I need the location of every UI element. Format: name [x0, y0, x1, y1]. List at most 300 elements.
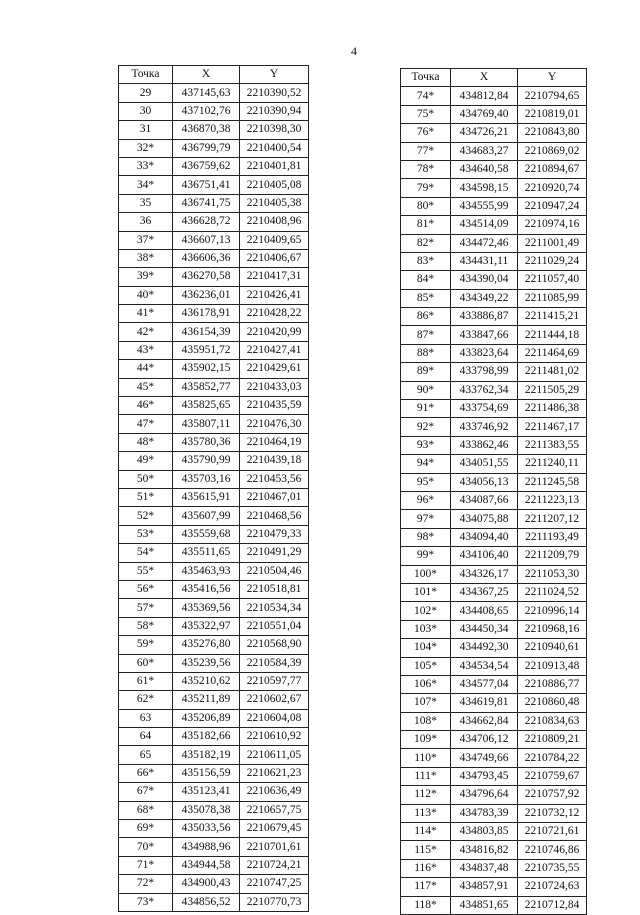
table-row — [401, 786, 587, 804]
table-row — [119, 452, 309, 470]
table-row — [119, 213, 309, 231]
y-cell: 2210491,29 — [240, 544, 309, 562]
x-cell: 435416,56 — [173, 580, 240, 598]
x-cell: 433754,69 — [451, 400, 518, 418]
y-cell: 2210604,08 — [240, 709, 309, 727]
y-cell: 2210996,14 — [518, 602, 587, 620]
y-cell: 2210913,48 — [518, 657, 587, 675]
y-cell: 2210468,56 — [240, 507, 309, 525]
y-cell: 2210940,61 — [518, 639, 587, 657]
y-cell: 2210597,77 — [240, 672, 309, 690]
point-cell: 80* — [401, 197, 451, 215]
x-cell: 434803,85 — [451, 823, 518, 841]
x-cell: 435123,41 — [173, 783, 240, 801]
y-cell: 2210886,77 — [518, 675, 587, 693]
header-point: Точка — [401, 69, 451, 87]
point-cell: 74* — [401, 87, 451, 105]
y-cell: 2211415,21 — [518, 308, 587, 326]
y-cell: 2210657,75 — [240, 801, 309, 819]
table-row — [119, 728, 309, 746]
point-cell: 101* — [401, 583, 451, 601]
point-cell: 48* — [119, 433, 173, 451]
y-cell: 2210504,46 — [240, 562, 309, 580]
y-cell: 2210467,01 — [240, 488, 309, 506]
table-row — [119, 488, 309, 506]
point-cell: 97* — [401, 510, 451, 528]
x-cell: 434390,04 — [451, 271, 518, 289]
table-row — [119, 783, 309, 801]
point-cell: 117* — [401, 878, 451, 896]
y-cell: 2211057,40 — [518, 271, 587, 289]
x-cell: 434472,46 — [451, 234, 518, 252]
point-cell: 91* — [401, 400, 451, 418]
x-cell: 435206,89 — [173, 709, 240, 727]
y-cell: 2211024,52 — [518, 583, 587, 601]
x-cell: 433762,34 — [451, 381, 518, 399]
table-row — [401, 400, 587, 418]
x-cell: 435463,93 — [173, 562, 240, 580]
table-row — [401, 271, 587, 289]
y-cell: 2210724,63 — [518, 878, 587, 896]
y-cell: 2210405,38 — [240, 194, 309, 212]
point-cell: 47* — [119, 415, 173, 433]
y-cell: 2210433,03 — [240, 378, 309, 396]
y-cell: 2210724,21 — [240, 856, 309, 874]
table-header-row — [119, 66, 309, 84]
x-cell: 433823,64 — [451, 344, 518, 362]
x-cell: 435852,77 — [173, 378, 240, 396]
point-cell: 85* — [401, 289, 451, 307]
y-cell: 2210860,48 — [518, 694, 587, 712]
point-cell: 87* — [401, 326, 451, 344]
y-cell: 2210735,55 — [518, 859, 587, 877]
y-cell: 2211223,13 — [518, 491, 587, 509]
table-row — [119, 157, 309, 175]
x-cell: 435182,19 — [173, 746, 240, 764]
table-row — [119, 801, 309, 819]
y-cell: 2210534,34 — [240, 599, 309, 617]
y-cell: 2210390,94 — [240, 102, 309, 120]
table-row — [119, 893, 309, 911]
point-cell: 58* — [119, 617, 173, 635]
point-cell: 81* — [401, 216, 451, 234]
x-cell: 434598,15 — [451, 179, 518, 197]
y-cell: 2210819,01 — [518, 105, 587, 123]
point-cell: 102* — [401, 602, 451, 620]
table-row — [401, 823, 587, 841]
point-cell: 55* — [119, 562, 173, 580]
point-cell: 82* — [401, 234, 451, 252]
table-body-right — [401, 87, 587, 915]
table-row — [119, 378, 309, 396]
y-cell: 2210406,67 — [240, 249, 309, 267]
y-cell: 2211029,24 — [518, 252, 587, 270]
y-cell: 2210429,61 — [240, 360, 309, 378]
x-cell: 434094,40 — [451, 528, 518, 546]
y-cell: 2210894,67 — [518, 160, 587, 178]
x-cell: 436751,41 — [173, 176, 240, 194]
x-cell: 434534,54 — [451, 657, 518, 675]
x-cell: 434944,58 — [173, 856, 240, 874]
point-cell: 33* — [119, 157, 173, 175]
table-row — [119, 397, 309, 415]
x-cell: 435369,56 — [173, 599, 240, 617]
x-cell: 435703,16 — [173, 470, 240, 488]
table-row — [119, 654, 309, 672]
table-row — [401, 455, 587, 473]
x-cell: 436236,01 — [173, 286, 240, 304]
y-cell: 2211383,55 — [518, 436, 587, 454]
point-cell: 78* — [401, 160, 451, 178]
point-cell: 29 — [119, 84, 173, 102]
table-row — [119, 838, 309, 856]
table-row — [119, 691, 309, 709]
table-row — [401, 565, 587, 583]
x-cell: 434749,66 — [451, 749, 518, 767]
point-cell: 116* — [401, 859, 451, 877]
point-cell: 83* — [401, 252, 451, 270]
point-cell: 113* — [401, 804, 451, 822]
point-cell: 88* — [401, 344, 451, 362]
x-cell: 434988,96 — [173, 838, 240, 856]
point-cell: 75* — [401, 105, 451, 123]
table-row — [401, 418, 587, 436]
point-cell: 54* — [119, 544, 173, 562]
y-cell: 2210843,80 — [518, 124, 587, 142]
table-row — [401, 473, 587, 491]
x-cell: 436741,75 — [173, 194, 240, 212]
y-cell: 2211486,38 — [518, 400, 587, 418]
x-cell: 435902,15 — [173, 360, 240, 378]
point-cell: 93* — [401, 436, 451, 454]
point-cell: 64 — [119, 728, 173, 746]
point-cell: 115* — [401, 841, 451, 859]
table-row — [401, 841, 587, 859]
y-cell: 2210551,04 — [240, 617, 309, 635]
x-cell: 435790,99 — [173, 452, 240, 470]
x-cell: 435276,80 — [173, 636, 240, 654]
point-cell: 62* — [119, 691, 173, 709]
x-cell: 434783,39 — [451, 804, 518, 822]
y-cell: 2210968,16 — [518, 620, 587, 638]
table-row — [119, 507, 309, 525]
x-cell: 434577,04 — [451, 675, 518, 693]
table-row — [119, 544, 309, 562]
point-cell: 72* — [119, 875, 173, 893]
x-cell: 434796,64 — [451, 786, 518, 804]
table-row — [401, 87, 587, 105]
x-cell: 434408,65 — [451, 602, 518, 620]
y-cell: 2210974,16 — [518, 216, 587, 234]
table-row — [401, 602, 587, 620]
point-cell: 108* — [401, 712, 451, 730]
y-cell: 2210701,61 — [240, 838, 309, 856]
table-row — [119, 194, 309, 212]
y-cell: 2211444,18 — [518, 326, 587, 344]
x-cell: 436154,39 — [173, 323, 240, 341]
table-row — [401, 620, 587, 638]
y-cell: 2210584,39 — [240, 654, 309, 672]
x-cell: 434619,81 — [451, 694, 518, 712]
x-cell: 434900,43 — [173, 875, 240, 893]
y-cell: 2210920,74 — [518, 179, 587, 197]
point-cell: 63 — [119, 709, 173, 727]
point-cell: 32* — [119, 139, 173, 157]
table-body-left — [119, 84, 309, 912]
point-cell: 103* — [401, 620, 451, 638]
table-row — [401, 160, 587, 178]
y-cell: 2211467,17 — [518, 418, 587, 436]
x-cell: 435807,11 — [173, 415, 240, 433]
y-cell: 2211085,99 — [518, 289, 587, 307]
x-cell: 436607,13 — [173, 231, 240, 249]
point-cell: 69* — [119, 820, 173, 838]
x-cell: 435211,89 — [173, 691, 240, 709]
table-row — [119, 268, 309, 286]
table-row — [119, 764, 309, 782]
point-cell: 39* — [119, 268, 173, 286]
table-row — [119, 562, 309, 580]
x-cell: 433886,87 — [451, 308, 518, 326]
y-cell: 2210417,31 — [240, 268, 309, 286]
point-cell: 67* — [119, 783, 173, 801]
point-cell: 95* — [401, 473, 451, 491]
table-row — [119, 231, 309, 249]
y-cell: 2210610,92 — [240, 728, 309, 746]
x-cell: 435607,99 — [173, 507, 240, 525]
y-cell: 2210834,63 — [518, 712, 587, 730]
y-cell: 2211053,30 — [518, 565, 587, 583]
table-row — [119, 599, 309, 617]
point-cell: 34* — [119, 176, 173, 194]
table-row — [401, 105, 587, 123]
x-cell: 435825,65 — [173, 397, 240, 415]
y-cell: 2210464,19 — [240, 433, 309, 451]
table-row — [401, 179, 587, 197]
table-row — [119, 672, 309, 690]
y-cell: 2210453,56 — [240, 470, 309, 488]
table-row — [401, 216, 587, 234]
point-cell: 110* — [401, 749, 451, 767]
y-cell: 2211464,69 — [518, 344, 587, 362]
table-row — [401, 252, 587, 270]
point-cell: 38* — [119, 249, 173, 267]
x-cell: 434555,99 — [451, 197, 518, 215]
x-cell: 434837,48 — [451, 859, 518, 877]
x-cell: 435182,66 — [173, 728, 240, 746]
point-cell: 50* — [119, 470, 173, 488]
table-row — [401, 363, 587, 381]
table-row — [119, 820, 309, 838]
x-cell: 434816,82 — [451, 841, 518, 859]
x-cell: 434056,13 — [451, 473, 518, 491]
table-row — [119, 415, 309, 433]
y-cell: 2211505,29 — [518, 381, 587, 399]
table-row — [401, 381, 587, 399]
point-cell: 60* — [119, 654, 173, 672]
point-cell: 51* — [119, 488, 173, 506]
y-cell: 2210427,41 — [240, 341, 309, 359]
point-cell: 30 — [119, 102, 173, 120]
x-cell: 435322,97 — [173, 617, 240, 635]
y-cell: 2210602,67 — [240, 691, 309, 709]
table-row — [119, 360, 309, 378]
point-cell: 107* — [401, 694, 451, 712]
point-cell: 44* — [119, 360, 173, 378]
x-cell: 437145,63 — [173, 84, 240, 102]
x-cell: 436759,62 — [173, 157, 240, 175]
x-cell: 434857,91 — [451, 878, 518, 896]
y-cell: 2210759,67 — [518, 767, 587, 785]
x-cell: 434051,55 — [451, 455, 518, 473]
point-cell: 68* — [119, 801, 173, 819]
x-cell: 434492,30 — [451, 639, 518, 657]
point-cell: 66* — [119, 764, 173, 782]
point-cell: 92* — [401, 418, 451, 436]
table-row — [119, 323, 309, 341]
y-cell: 2211481,02 — [518, 363, 587, 381]
x-cell: 434726,21 — [451, 124, 518, 142]
y-cell: 2210721,61 — [518, 823, 587, 841]
x-cell: 436270,58 — [173, 268, 240, 286]
x-cell: 434450,34 — [451, 620, 518, 638]
point-cell: 84* — [401, 271, 451, 289]
y-cell: 2210408,96 — [240, 213, 309, 231]
point-cell: 37* — [119, 231, 173, 249]
table-row — [401, 749, 587, 767]
point-cell: 86* — [401, 308, 451, 326]
point-cell: 49* — [119, 452, 173, 470]
point-cell: 70* — [119, 838, 173, 856]
table-row — [401, 859, 587, 877]
point-cell: 46* — [119, 397, 173, 415]
y-cell: 2210435,59 — [240, 397, 309, 415]
point-cell: 73* — [119, 893, 173, 911]
y-cell: 2210439,18 — [240, 452, 309, 470]
x-cell: 434851,65 — [451, 896, 518, 914]
table-row — [401, 528, 587, 546]
y-cell: 2210784,22 — [518, 749, 587, 767]
point-cell: 90* — [401, 381, 451, 399]
table-row — [119, 84, 309, 102]
point-cell: 98* — [401, 528, 451, 546]
y-cell: 2210409,65 — [240, 231, 309, 249]
table-row — [119, 875, 309, 893]
y-cell: 2210621,23 — [240, 764, 309, 782]
x-cell: 435780,36 — [173, 433, 240, 451]
table-row — [401, 896, 587, 914]
table-row — [401, 878, 587, 896]
table-row — [119, 709, 309, 727]
point-cell: 114* — [401, 823, 451, 841]
x-cell: 434856,52 — [173, 893, 240, 911]
header-x: X — [451, 69, 518, 87]
x-cell: 435951,72 — [173, 341, 240, 359]
x-cell: 434640,58 — [451, 160, 518, 178]
point-cell: 71* — [119, 856, 173, 874]
table-row — [401, 436, 587, 454]
table-row — [401, 547, 587, 565]
coordinates-table-left — [118, 65, 309, 912]
header-y: Y — [518, 69, 587, 87]
x-cell: 434793,45 — [451, 767, 518, 785]
table-row — [401, 731, 587, 749]
table-row — [119, 856, 309, 874]
table-row — [401, 491, 587, 509]
y-cell: 2210390,52 — [240, 84, 309, 102]
table-row — [119, 433, 309, 451]
table-row — [119, 286, 309, 304]
header-x: X — [173, 66, 240, 84]
page-number: 4 — [351, 44, 357, 58]
table-row — [401, 289, 587, 307]
y-cell: 2210398,30 — [240, 121, 309, 139]
table-row — [119, 102, 309, 120]
table-row — [401, 344, 587, 362]
y-cell: 2210712,84 — [518, 896, 587, 914]
table-row — [119, 470, 309, 488]
table-row — [119, 525, 309, 543]
table-row — [401, 675, 587, 693]
table-row — [119, 636, 309, 654]
table-row — [401, 326, 587, 344]
header-point: Точка — [119, 66, 173, 84]
x-cell: 436799,79 — [173, 139, 240, 157]
point-cell: 118* — [401, 896, 451, 914]
table-row — [401, 583, 587, 601]
y-cell: 2210770,73 — [240, 893, 309, 911]
x-cell: 433746,92 — [451, 418, 518, 436]
x-cell: 435210,62 — [173, 672, 240, 690]
point-cell: 57* — [119, 599, 173, 617]
x-cell: 434075,88 — [451, 510, 518, 528]
x-cell: 434683,27 — [451, 142, 518, 160]
table-row — [119, 139, 309, 157]
x-cell: 434769,40 — [451, 105, 518, 123]
coordinates-table-right — [400, 68, 587, 915]
table-row — [401, 142, 587, 160]
table-row — [119, 617, 309, 635]
table-row — [401, 234, 587, 252]
x-cell: 436178,91 — [173, 305, 240, 323]
y-cell: 2210746,86 — [518, 841, 587, 859]
point-cell: 76* — [401, 124, 451, 142]
y-cell: 2211207,12 — [518, 510, 587, 528]
table-row — [119, 746, 309, 764]
point-cell: 89* — [401, 363, 451, 381]
point-cell: 106* — [401, 675, 451, 693]
point-cell: 111* — [401, 767, 451, 785]
y-cell: 2211001,49 — [518, 234, 587, 252]
point-cell: 59* — [119, 636, 173, 654]
y-cell: 2210420,99 — [240, 323, 309, 341]
y-cell: 2210794,65 — [518, 87, 587, 105]
y-cell: 2210476,30 — [240, 415, 309, 433]
y-cell: 2210679,45 — [240, 820, 309, 838]
point-cell: 52* — [119, 507, 173, 525]
y-cell: 2210479,33 — [240, 525, 309, 543]
y-cell: 2211193,49 — [518, 528, 587, 546]
x-cell: 434431,11 — [451, 252, 518, 270]
table-header-row — [401, 69, 587, 87]
point-cell: 35 — [119, 194, 173, 212]
point-cell: 65 — [119, 746, 173, 764]
point-cell: 56* — [119, 580, 173, 598]
x-cell: 434326,17 — [451, 565, 518, 583]
header-y: Y — [240, 66, 309, 84]
y-cell: 2211245,58 — [518, 473, 587, 491]
y-cell: 2210428,22 — [240, 305, 309, 323]
